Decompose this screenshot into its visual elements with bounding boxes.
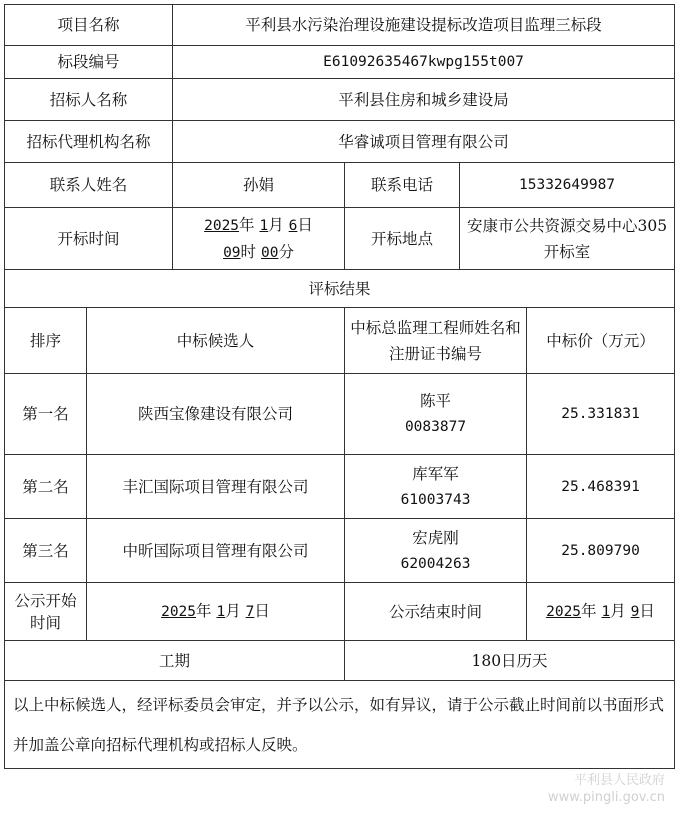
notice-text: 以上中标候选人，经评标委员会审定，并予以公示，如有异议，请于公示截止时间前以书面形式并加盖公章向招标代理机构或招标人反映。	[5, 681, 675, 769]
candidate-rank: 第三名	[5, 519, 87, 583]
label-duration: 工期	[5, 641, 345, 681]
supervisor-cert: 62004263	[400, 555, 471, 572]
open-month: 1	[259, 217, 269, 234]
pub-end-day: 9	[630, 604, 640, 620]
value-tenderer: 平利县住房和城乡建设局	[173, 79, 675, 121]
row-open	[5, 208, 675, 270]
unit-day: 日	[639, 602, 655, 620]
label-agency: 招标代理机构名称	[5, 121, 173, 163]
watermark	[548, 772, 665, 806]
candidate-name: 陕西宝像建设有限公司	[87, 374, 345, 455]
bid-result-table	[4, 4, 675, 769]
value-pub-start	[87, 583, 345, 641]
value-open-time	[173, 208, 345, 270]
header-price: 中标价（万元）	[527, 308, 675, 374]
unit-month: 月	[610, 602, 626, 620]
candidate-supervisor	[345, 455, 527, 519]
row-notice	[5, 681, 675, 769]
value-phone: 15332649987	[460, 163, 675, 208]
open-hour: 09	[223, 244, 241, 261]
candidate-price: 25.468391	[527, 455, 675, 519]
label-pub-start: 公示开始时间	[5, 583, 87, 641]
candidate-rank: 第二名	[5, 455, 87, 519]
value-contact: 孙娟	[173, 163, 345, 208]
label-pub-end: 公示结束时间	[345, 583, 527, 641]
unit-year: 年	[581, 602, 597, 620]
unit-year: 年	[196, 602, 212, 620]
label-open-time: 开标时间	[5, 208, 173, 270]
candidate-supervisor	[345, 519, 527, 583]
table-row	[5, 519, 675, 583]
pub-start-year: 2025	[161, 604, 197, 620]
value-duration: 180日历天	[345, 641, 675, 681]
supervisor-name: 库军军	[412, 464, 459, 483]
header-rank: 排序	[5, 308, 87, 374]
supervisor-name: 陈平	[420, 392, 452, 410]
table-row	[5, 455, 675, 519]
watermark-line2: www.pingli.gov.cn	[548, 790, 665, 805]
open-day: 6	[288, 217, 298, 234]
label-contact: 联系人姓名	[5, 163, 173, 208]
value-open-place: 安康市公共资源交易中心305开标室	[460, 208, 675, 270]
row-publicity	[5, 583, 675, 641]
unit-minute: 分	[278, 242, 294, 261]
candidate-price: 25.331831	[527, 374, 675, 455]
open-minute: 00	[260, 244, 279, 261]
header-supervisor: 中标总监理工程师姓名和注册证书编号	[345, 308, 527, 374]
supervisor-cert: 61003743	[400, 491, 471, 508]
label-result: 评标结果	[5, 270, 675, 308]
supervisor-cert: 0083877	[404, 419, 467, 435]
row-column-headers	[5, 308, 675, 374]
label-section-no: 标段编号	[5, 46, 173, 79]
pub-end-year: 2025	[546, 604, 582, 620]
pub-start-day: 7	[245, 604, 255, 620]
label-open-place: 开标地点	[345, 208, 460, 270]
value-pub-end	[527, 583, 675, 641]
unit-month: 月	[225, 602, 241, 620]
row-project-name	[5, 5, 675, 46]
candidate-supervisor	[345, 374, 527, 455]
row-agency	[5, 121, 675, 163]
value-section-no: E61092635467kwpg155t007	[173, 46, 675, 79]
unit-day: 日	[254, 602, 270, 620]
value-agency: 华睿诚项目管理有限公司	[173, 121, 675, 163]
supervisor-name: 宏虎刚	[412, 528, 459, 547]
label-phone: 联系电话	[345, 163, 460, 208]
label-project-name: 项目名称	[5, 5, 173, 46]
row-contact	[5, 163, 675, 208]
pub-start-month: 1	[216, 604, 226, 620]
open-year: 2025	[204, 217, 240, 234]
unit-month: 月	[268, 215, 284, 234]
unit-year: 年	[239, 215, 255, 234]
row-tenderer	[5, 79, 675, 121]
unit-day: 日	[297, 215, 313, 234]
table-row	[5, 374, 675, 455]
pub-end-month: 1	[601, 604, 611, 620]
candidate-price: 25.809790	[527, 519, 675, 583]
candidate-name: 丰汇国际项目管理有限公司	[87, 455, 345, 519]
row-duration	[5, 641, 675, 681]
candidate-name: 中昕国际项目管理有限公司	[87, 519, 345, 583]
watermark-line1: 平利县人民政府	[573, 773, 665, 788]
row-result-header	[5, 270, 675, 308]
candidate-rank: 第一名	[5, 374, 87, 455]
label-tenderer: 招标人名称	[5, 79, 173, 121]
header-candidate: 中标候选人	[87, 308, 345, 374]
unit-hour: 时	[240, 242, 257, 261]
value-project-name: 平利县水污染治理设施建设提标改造项目监理三标段	[173, 5, 675, 46]
row-section-no	[5, 46, 675, 79]
